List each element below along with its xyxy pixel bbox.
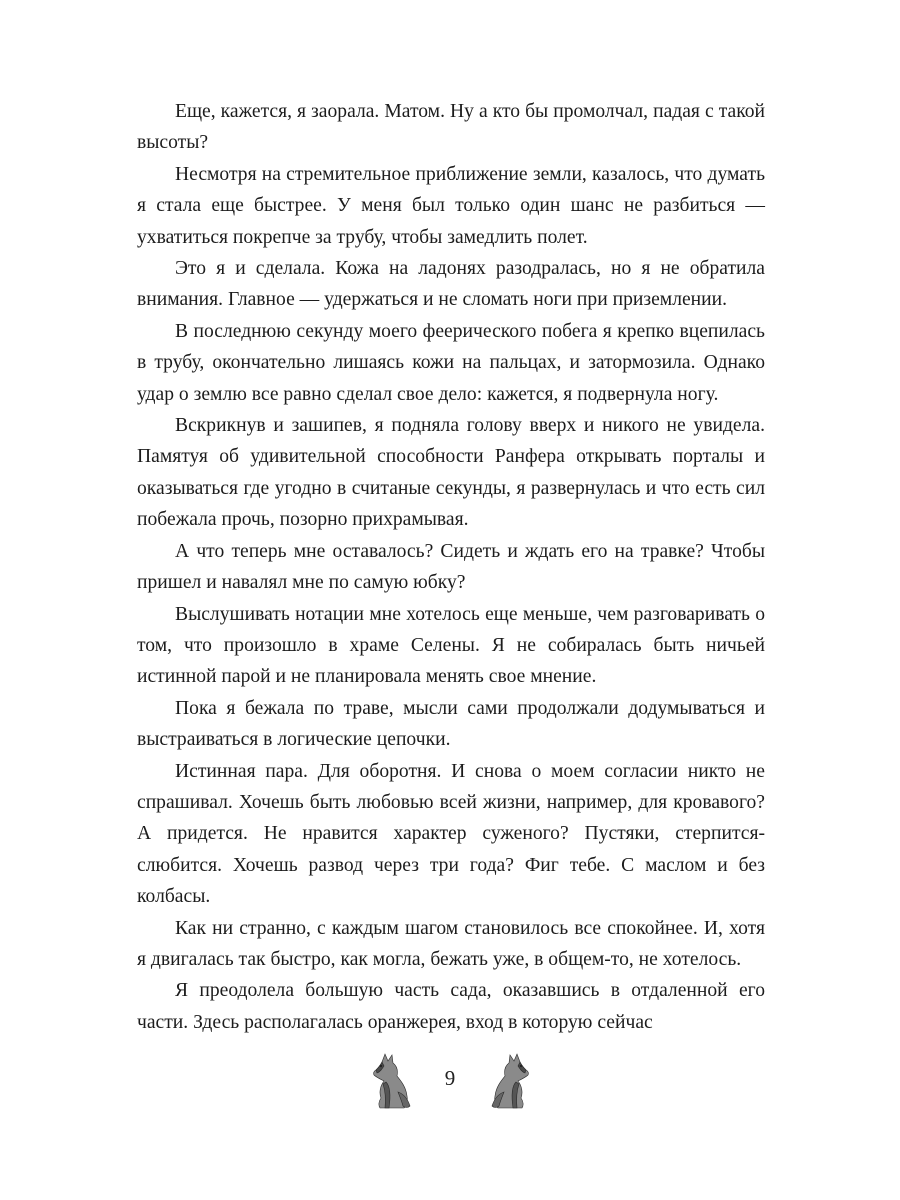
paragraph-10: Как ни странно, с каждым шагом становилось все спокойнее. И, хотя я двигалась так быстро, как могла, бежать уже, в общем-то, не хотелось. — [137, 917, 765, 970]
paragraph-11: Я преодолела большую часть сада, оказавшись в отдаленной его части. Здесь располагалась оранжерея, вход в которую сейчас — [137, 980, 765, 1033]
page-number: 9 — [444, 1066, 456, 1090]
paragraph-2: Несмотря на стремительное приближение земли, казалось, что думать я стала еще быстрее. У меня был только один шанс не разбиться — ухватиться покрепче за трубу, чтобы замедлить полет. — [137, 163, 765, 248]
paragraph-9: Истинная пара. Для оборотня. И снова о моем согласии никто не спрашивал. Хочешь быть любовью всей жизни, например, для кровавого? А придется. Не нравится характер суженого? Пустяки, стерпится-слюбится. Хочешь развод через три года? Фиг тебе. С маслом и без колбасы. — [137, 760, 765, 908]
paragraph-8: Пока я бежала по траве, мысли сами продолжали додумываться и выстраиваться в логические цепочки. — [137, 697, 765, 751]
paragraph-5: Вскрикнув и зашипев, я подняла голову вверх и никого не увидела. Памятуя об удивительной способности Ранфера открывать порталы и оказываться где угодно в считаные секунды, я развернулась и что есть сил побежала прочь, позорно прихрамывая. — [137, 415, 765, 531]
page-footer — [0, 1048, 900, 1112]
paragraph-3: Это я и сделала. Кожа на ладонях разодралась, но я не обратила внимания. Главное — удержаться и не сломать ноги при приземлении. — [137, 258, 765, 311]
page-body — [137, 96, 765, 1038]
paragraph-4: В последнюю секунду моего феерического побега я крепко вцепилась в трубу, окончательно лишаясь кожи на пальцах, и затормозила. Однако удар о землю все равно сделал свое дело: кажется, я подвернула ногу. — [137, 320, 765, 405]
paragraph-6: А что теперь мне оставалось? Сидеть и ждать его на травке? Чтобы пришел и навалял мне по самую юбку? — [137, 540, 765, 594]
wolf-icon — [484, 1052, 534, 1110]
paragraph-7: Выслушивать нотации мне хотелось еще меньше, чем разговаривать о том, что произошло в храме Селены. Я не собиралась быть ничьей истинной парой и не планировала менять свое мнение. — [137, 603, 765, 688]
wolf-icon — [368, 1052, 418, 1110]
paragraph-1: Еще, кажется, я заорала. Матом. Ну а кто бы промолчал, падая с такой высоты? — [137, 101, 765, 154]
